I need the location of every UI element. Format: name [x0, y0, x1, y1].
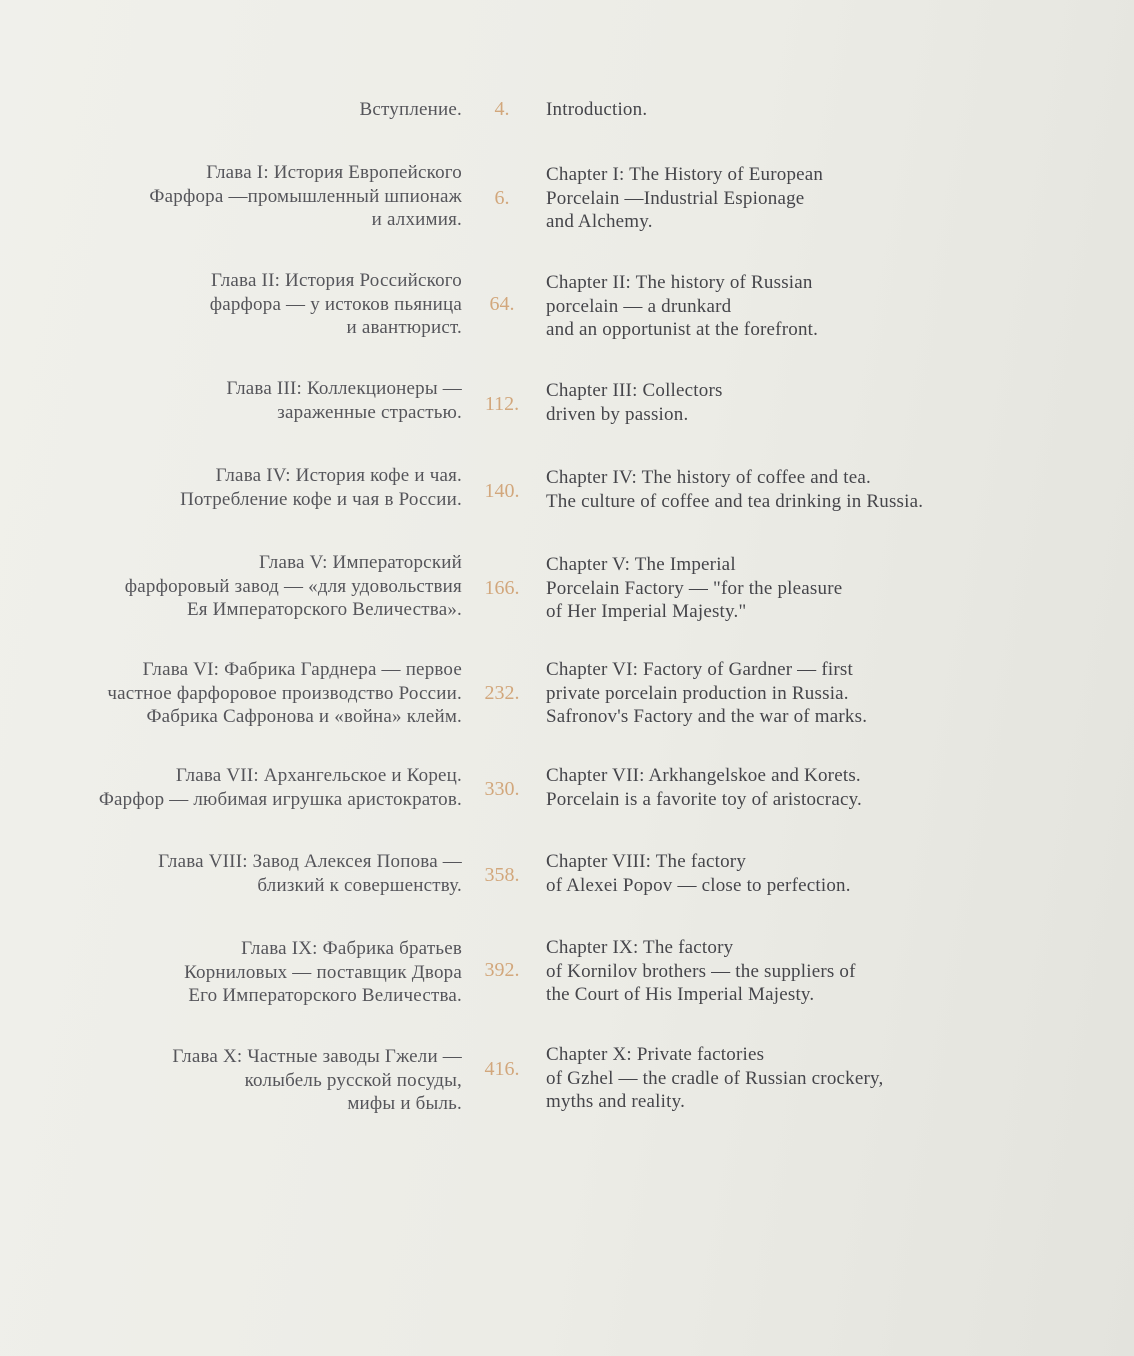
ru-line: Фабрика Сафронова и «война» клейм. [146, 706, 462, 727]
toc-entry-en-title [546, 553, 1066, 624]
toc-entry-en-title [546, 936, 1066, 1007]
toc-entry-en-title [546, 1043, 1066, 1114]
ru-line: фарфора — у истоков пьяница [209, 293, 462, 315]
en-line: Chapter II: The history of Russian [546, 272, 813, 293]
en-line: Introduction. [546, 99, 648, 120]
en-line: of Gzhel — the cradle of Russian crockery, [546, 1067, 884, 1089]
toc-entry-page-number: 416. [484, 1058, 520, 1080]
ru-line: Глава V: Императорский [259, 552, 462, 573]
en-line: The culture of coffee and tea drinking in Russia. [546, 490, 924, 512]
toc-entry-en-title [546, 466, 1066, 513]
ru-line: Его Императорского Величества. [188, 985, 462, 1006]
toc-entry-en-title [546, 658, 1066, 729]
en-line: Chapter V: The Imperial [546, 554, 736, 575]
toc-entry-ru-title [22, 1045, 462, 1116]
en-line: of Alexei Popov — close to perfection. [546, 874, 851, 896]
en-line: Safronov's Factory and the war of marks. [546, 706, 868, 727]
ru-line: Глава VI: Фабрика Гарднера — первое [142, 659, 462, 680]
ru-line: зараженные страстью. [277, 401, 462, 423]
toc-entry-ru-title [22, 98, 462, 122]
ru-line: Глава II: История Российского [210, 270, 462, 291]
toc-entry-page-number: 4. [494, 98, 510, 120]
toc-entry-en-title [546, 379, 1066, 426]
ru-line: Потребление кофе и чая в России. [180, 488, 462, 510]
toc-entry-en-title [546, 850, 1066, 897]
ru-line: и алхимия. [371, 209, 462, 230]
toc-entry-page-number: 64. [489, 293, 515, 315]
en-line: of Her Imperial Majesty." [546, 601, 747, 622]
ru-line: Ея Императорского Величества». [186, 599, 462, 620]
ru-line: колыбель русской посуды, [244, 1069, 462, 1091]
toc-entry-page-number: 232. [484, 682, 520, 704]
toc-entry-ru-title [22, 464, 462, 511]
ru-line: фарфоровый завод — «для удовольствия [124, 575, 462, 597]
toc-entry-page-number: 392. [484, 959, 520, 981]
en-line: myths and reality. [546, 1091, 686, 1112]
toc-entry-ru-title [22, 269, 462, 340]
ru-line: и авантюрист. [346, 317, 462, 338]
en-line: Chapter IX: The factory [546, 937, 734, 958]
ru-line: Глава VII: Архангельское и Корец. [175, 765, 462, 786]
en-line: and Alchemy. [546, 211, 653, 232]
en-line: Porcelain —Industrial Espionage [546, 187, 805, 209]
en-line: Chapter VII: Arkhangelskoe and Korets. [546, 765, 861, 786]
en-line: private porcelain production in Russia. [546, 682, 849, 704]
toc-entry-ru-title [22, 937, 462, 1008]
ru-line: Глава X: Частные заводы Гжели — [172, 1046, 462, 1067]
en-line: Porcelain is a favorite toy of aristocracy. [546, 788, 862, 810]
toc-entry-page-number: 6. [494, 187, 510, 209]
ru-line: Вступление. [359, 99, 462, 120]
toc-entry-page-number: 112. [484, 393, 520, 415]
ru-line: Глава VIII: Завод Алексея Попова — [158, 851, 462, 872]
toc-entry-ru-title [22, 161, 462, 232]
toc-entry-ru-title [22, 377, 462, 424]
ru-line: мифы и быль. [347, 1093, 462, 1114]
ru-line: Корниловых — поставщик Двора [184, 961, 462, 983]
en-line: and an opportunist at the forefront. [546, 319, 819, 340]
toc-entry-page-number: 358. [484, 864, 520, 886]
en-line: Porcelain Factory — "for the pleasure [546, 577, 843, 599]
toc-entry-page-number: 330. [484, 778, 520, 800]
ru-line: Глава III: Коллекционеры — [226, 378, 462, 399]
en-line: Chapter IV: The history of coffee and tea. [546, 467, 871, 488]
en-line: porcelain — a drunkard [546, 295, 732, 317]
en-line: Chapter VI: Factory of Gardner — first [546, 659, 853, 680]
toc-entry-ru-title [22, 850, 462, 897]
en-line: Chapter III: Collectors [546, 380, 723, 401]
toc-entry-en-title [546, 271, 1066, 342]
ru-line: Фарфор — любимая игрушка аристократов. [98, 788, 462, 810]
en-line: of Kornilov brothers — the suppliers of [546, 960, 856, 982]
toc-entry-en-title [546, 764, 1066, 811]
en-line: Chapter X: Private factories [546, 1044, 765, 1065]
toc-entry-en-title [546, 98, 1066, 122]
ru-line: частное фарфоровое производство России. [107, 682, 462, 704]
en-line: driven by passion. [546, 403, 689, 425]
ru-line: Фарфора —промышленный шпионаж [149, 185, 462, 207]
toc-entry-page-number: 166. [484, 577, 520, 599]
en-line: Chapter VIII: The factory [546, 851, 747, 872]
toc-entry-page-number: 140. [484, 480, 520, 502]
toc-entry-ru-title [22, 658, 462, 729]
ru-line: Глава IX: Фабрика братьев [241, 938, 462, 959]
ru-line: Глава IV: История кофе и чая. [215, 465, 462, 486]
en-line: the Court of His Imperial Majesty. [546, 984, 815, 1005]
ru-line: близкий к совершенству. [257, 874, 462, 896]
toc-entry-en-title [546, 163, 1066, 234]
toc-entry-ru-title [22, 764, 462, 811]
ru-line: Глава I: История Европейского [206, 162, 462, 183]
toc-entry-ru-title [22, 551, 462, 622]
en-line: Chapter I: The History of European [546, 164, 824, 185]
